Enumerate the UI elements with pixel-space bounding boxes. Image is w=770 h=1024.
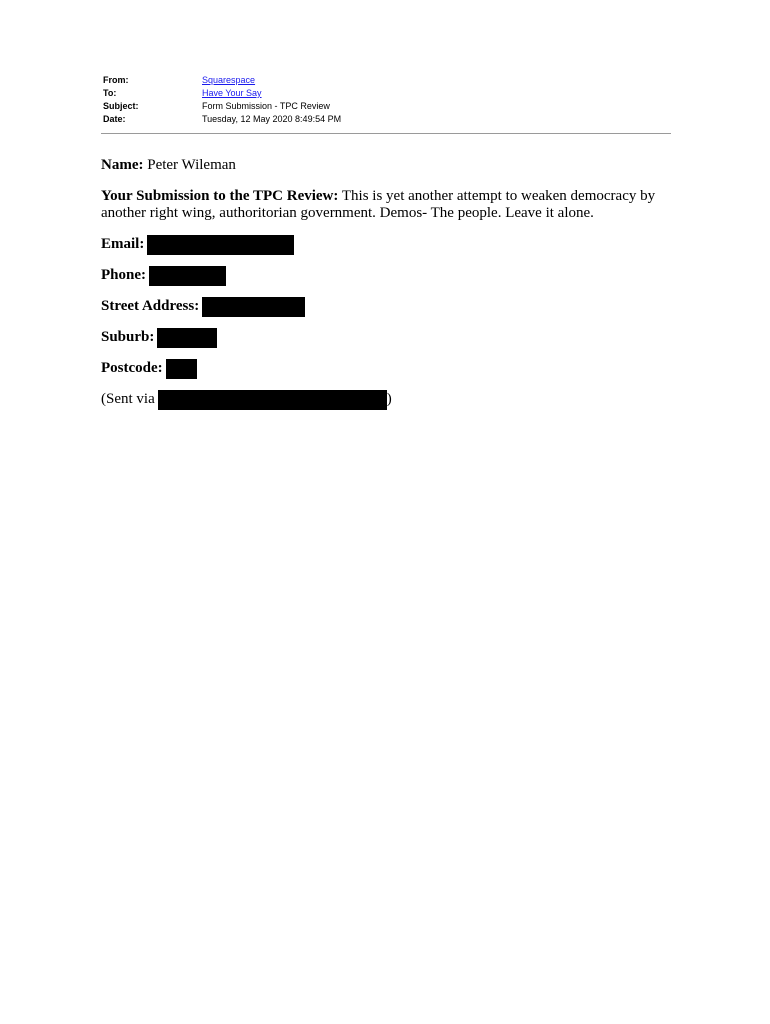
submission-field (101, 188, 671, 222)
subject-label: Subject: (103, 101, 139, 111)
postcode-redaction (166, 359, 197, 379)
to-label: To: (103, 88, 117, 98)
header-row-date (103, 113, 341, 126)
sent-via-redaction (158, 390, 387, 410)
email-label: Email: (101, 236, 145, 252)
header-row-from (103, 74, 341, 87)
email-field (101, 236, 671, 253)
sent-via-prefix: (Sent via (101, 391, 155, 407)
phone-redaction (149, 266, 226, 286)
street-address-redaction (202, 297, 305, 317)
street-address-field (101, 298, 671, 315)
name-label: Name: (101, 157, 144, 173)
sent-via-suffix: ) (386, 391, 392, 407)
suburb-field (101, 329, 671, 346)
suburb-label: Suburb: (101, 329, 155, 345)
email-redaction (147, 235, 294, 255)
date-value: Tuesday, 12 May 2020 8:49:54 PM (202, 114, 342, 124)
header-row-subject (103, 100, 341, 113)
header-row-to (103, 87, 341, 100)
name-field (101, 157, 671, 174)
submission-text: This is yet another attempt to weaken democracy by another right wing, authoritorian government. Demos- The people. Leave it alone. (101, 188, 656, 221)
email-body (101, 157, 671, 408)
to-link[interactable]: Have Your Say (202, 88, 262, 98)
phone-label: Phone: (101, 267, 146, 283)
header-divider (101, 133, 671, 134)
sent-via-line (101, 391, 671, 408)
street-address-label: Street Address: (101, 298, 200, 314)
submission-label: Your Submission to the TPC Review: (101, 188, 339, 204)
suburb-redaction (157, 328, 217, 348)
name-value: Peter Wileman (147, 157, 236, 173)
postcode-label: Postcode: (101, 360, 163, 376)
from-label: From: (103, 75, 129, 85)
email-header (103, 74, 341, 126)
subject-value: Form Submission - TPC Review (202, 101, 330, 111)
postcode-field (101, 360, 671, 377)
date-label: Date: (103, 114, 126, 124)
phone-field (101, 267, 671, 284)
from-link[interactable]: Squarespace (202, 75, 256, 85)
